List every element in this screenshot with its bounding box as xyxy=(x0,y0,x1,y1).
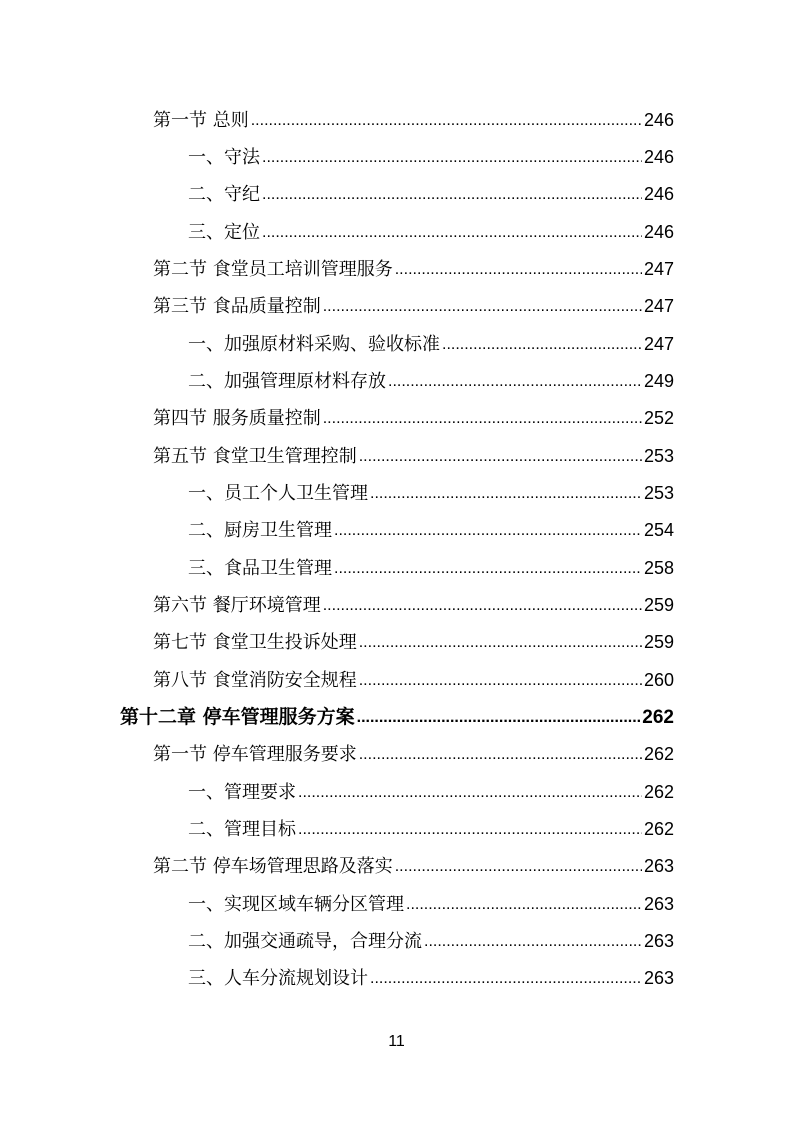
toc-entry-page: 246 xyxy=(643,184,674,204)
toc-entry-section[interactable] xyxy=(153,105,674,135)
toc-entry-page: 249 xyxy=(643,371,674,391)
toc-entry-page: 260 xyxy=(643,670,674,690)
toc-entry-section[interactable] xyxy=(153,441,674,471)
toc-entry-page: 254 xyxy=(643,520,674,540)
toc-dot-leader xyxy=(370,964,642,994)
toc-entry-section[interactable] xyxy=(153,291,674,321)
toc-entry-page: 263 xyxy=(643,931,674,951)
toc-dot-leader xyxy=(334,554,642,584)
toc-entry-title: 第六节 餐厅环境管理 xyxy=(153,595,321,616)
toc-entry-item[interactable] xyxy=(188,217,674,247)
toc-entry-item[interactable] xyxy=(188,366,674,396)
toc-entry-page: 246 xyxy=(643,110,674,130)
toc-entry-title: 第八节 食堂消防安全规程 xyxy=(153,670,357,691)
toc-entry-section[interactable] xyxy=(153,739,674,769)
toc-dot-leader xyxy=(424,927,642,957)
toc-entry-page: 247 xyxy=(643,296,674,316)
toc-entry-page: 253 xyxy=(643,483,674,503)
toc-entry-title: 二、管理目标 xyxy=(188,819,296,840)
toc-entry-title: 第十二章 停车管理服务方案 xyxy=(120,706,355,728)
toc-entry-page: 246 xyxy=(643,147,674,167)
toc-entry-item[interactable] xyxy=(188,329,674,359)
toc-dot-leader xyxy=(298,778,642,808)
toc-dot-leader xyxy=(298,815,642,845)
toc-entry-title: 一、实现区域车辆分区管理 xyxy=(188,894,404,915)
toc-entry-page: 263 xyxy=(643,856,674,876)
toc-entry-title: 二、加强交通疏导，合理分流 xyxy=(188,931,422,952)
toc-entry-item[interactable] xyxy=(188,814,674,844)
toc-entry-item[interactable] xyxy=(188,777,674,807)
toc-entry-title: 三、食品卫生管理 xyxy=(188,558,332,579)
toc-dot-leader xyxy=(359,628,642,658)
toc-entry-title: 第五节 食堂卫生管理控制 xyxy=(153,446,357,467)
toc-dot-leader xyxy=(395,852,642,882)
toc-entry-item[interactable] xyxy=(188,926,674,956)
toc-entry-item[interactable] xyxy=(188,515,674,545)
toc-entry-title: 一、管理要求 xyxy=(188,782,296,803)
toc-entry-title: 三、定位 xyxy=(188,222,260,243)
toc-entry-title: 第二节 食堂员工培训管理服务 xyxy=(153,259,393,280)
toc-entry-page: 246 xyxy=(643,222,674,242)
toc-entry-title: 第一节 停车管理服务要求 xyxy=(153,744,357,765)
toc-dot-leader xyxy=(323,292,642,322)
toc-dot-leader xyxy=(359,666,642,696)
toc-entry-title: 一、加强原材料采购、验收标准 xyxy=(188,334,440,355)
toc-entry-title: 二、厨房卫生管理 xyxy=(188,520,332,541)
toc-dot-leader xyxy=(262,180,642,210)
toc-dot-leader xyxy=(359,740,642,770)
toc-entry-item[interactable] xyxy=(188,889,674,919)
toc-entry-page: 263 xyxy=(643,894,674,914)
toc-entry-title: 第四节 服务质量控制 xyxy=(153,408,321,429)
toc-entry-page: 247 xyxy=(643,334,674,354)
toc-dot-leader xyxy=(323,591,642,621)
toc-dot-leader xyxy=(388,367,642,397)
toc-entry-item[interactable] xyxy=(188,142,674,172)
toc-dot-leader xyxy=(262,143,642,173)
toc-dot-leader xyxy=(262,218,642,248)
toc-dot-leader xyxy=(370,479,642,509)
toc-entry-page: 262 xyxy=(643,744,674,764)
toc-entry-title: 第二节 停车场管理思路及落实 xyxy=(153,856,393,877)
toc-dot-leader xyxy=(406,890,642,920)
page-number: 11 xyxy=(388,1033,405,1050)
toc-dot-leader xyxy=(334,516,642,546)
toc-dot-leader xyxy=(442,330,642,360)
toc-entry-section[interactable] xyxy=(153,254,674,284)
toc-entry-title: 三、人车分流规划设计 xyxy=(188,968,368,989)
toc-entry-page: 263 xyxy=(643,968,674,988)
toc-entry-title: 二、守纪 xyxy=(188,184,260,205)
toc-entry-item[interactable] xyxy=(188,478,674,508)
toc-entry-section[interactable] xyxy=(153,627,674,657)
toc-entry-section[interactable] xyxy=(153,851,674,881)
toc-entry-page: 262 xyxy=(643,782,674,802)
toc-entry-item[interactable] xyxy=(188,553,674,583)
toc-entry-page: 247 xyxy=(643,259,674,279)
toc-dot-leader xyxy=(359,442,642,472)
toc-entry-page: 253 xyxy=(643,446,674,466)
toc-entry-title: 一、员工个人卫生管理 xyxy=(188,483,368,504)
toc-dot-leader xyxy=(323,404,642,434)
toc-entry-page: 262 xyxy=(642,707,674,728)
toc-entry-section[interactable] xyxy=(153,590,674,620)
toc-entry-item[interactable] xyxy=(188,963,674,993)
toc-entry-page: 259 xyxy=(643,632,674,652)
toc-entry-page: 259 xyxy=(643,595,674,615)
toc-entry-page: 258 xyxy=(643,558,674,578)
toc-entry-title: 第七节 食堂卫生投诉处理 xyxy=(153,632,357,653)
toc-entry-section[interactable] xyxy=(153,403,674,433)
toc-entry-page: 252 xyxy=(643,408,674,428)
toc-entry-title: 第一节 总则 xyxy=(153,110,249,131)
toc-dot-leader xyxy=(251,106,642,136)
toc-entry-title: 第三节 食品质量控制 xyxy=(153,296,321,317)
toc-dot-leader xyxy=(395,255,642,285)
toc-entry-page: 262 xyxy=(643,819,674,839)
toc-entry-title: 一、守法 xyxy=(188,147,260,168)
toc-dot-leader xyxy=(357,703,641,733)
toc-entry-title: 二、加强管理原材料存放 xyxy=(188,371,386,392)
toc-entry-section[interactable] xyxy=(153,665,674,695)
toc-entry-chapter[interactable] xyxy=(120,702,674,732)
toc-entry-item[interactable] xyxy=(188,179,674,209)
